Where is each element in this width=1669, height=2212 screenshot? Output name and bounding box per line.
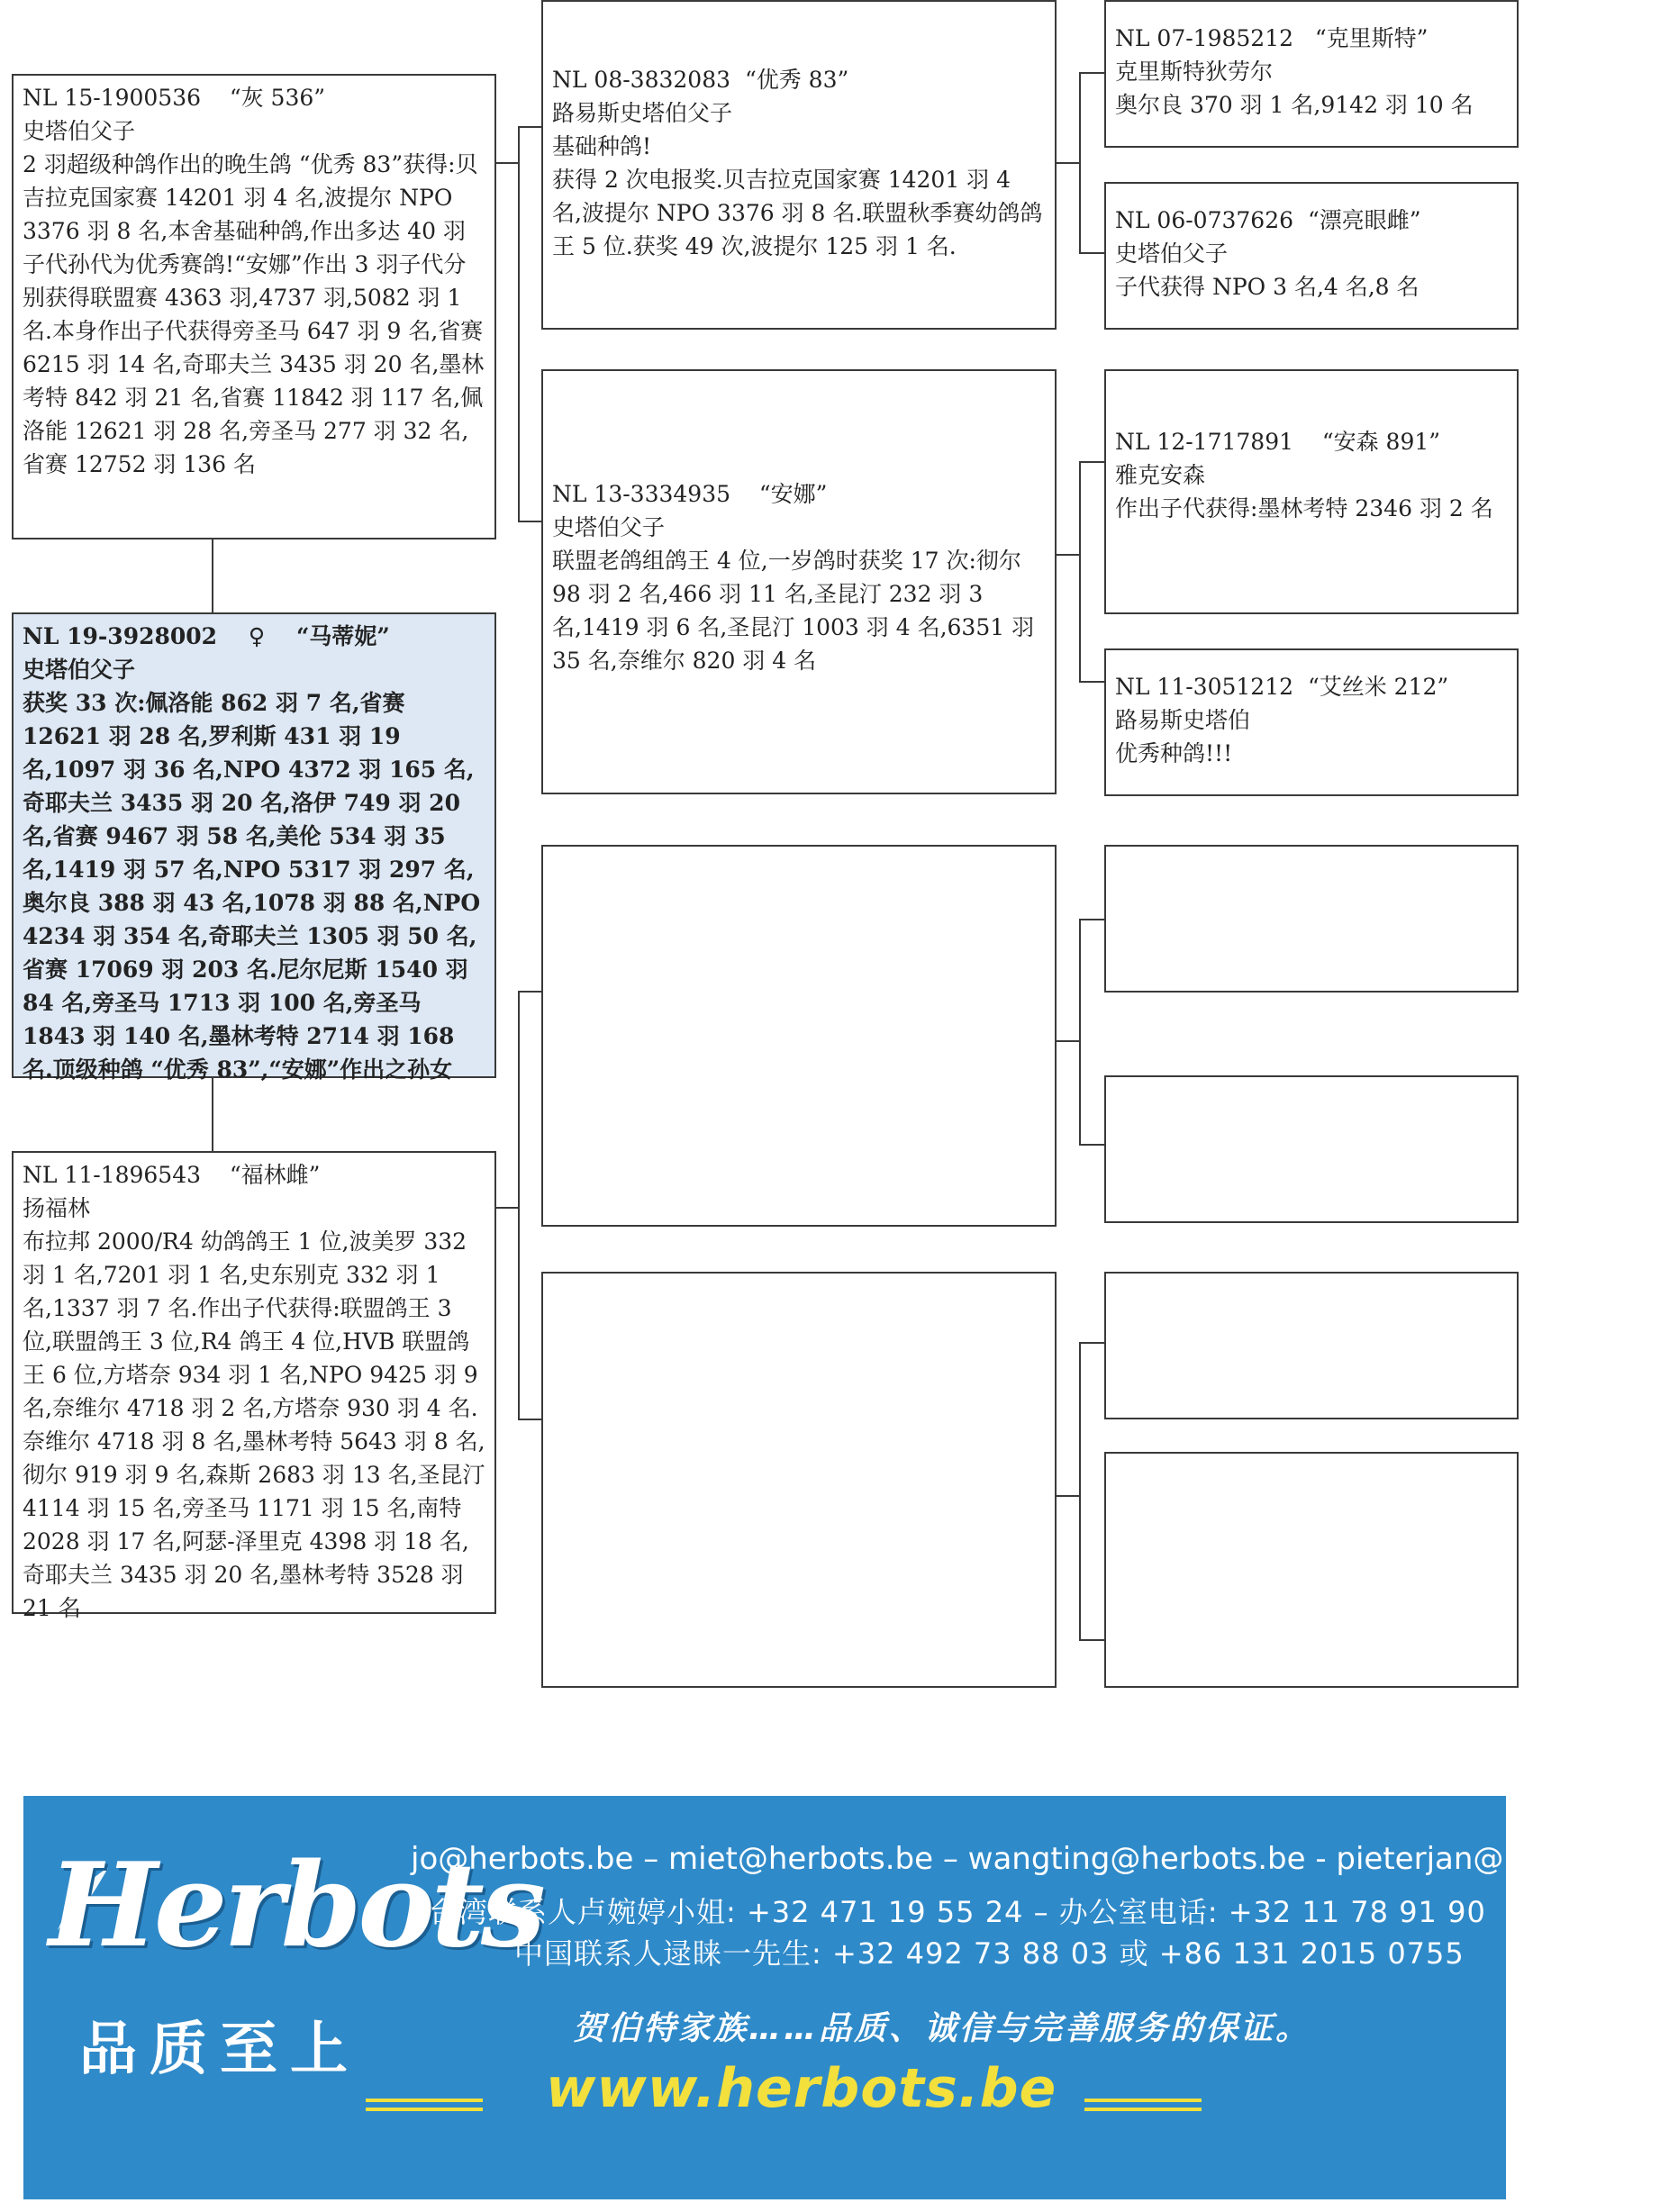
pigeon-name: “灰 536” (229, 85, 326, 111)
connector (1079, 1342, 1104, 1344)
decorative-rule (366, 2108, 483, 2111)
pigeon-name: “漂亮眼雌” (1307, 207, 1421, 233)
contact-emails[interactable]: jo@herbots.be – miet@herbots.be – wangting@herbots.be - pieterjan@herbots.be (411, 1841, 1669, 1877)
description: 获得 2 次电报奖.贝吉拉克国家赛 14201 羽 4 名,波提尔 NPO 3376 羽 8 名.联盟秋季赛幼鸽鸽王 5 位.获奖 49 次,波提尔 125 羽 1 名. (552, 167, 1043, 259)
connector (1079, 72, 1081, 252)
connector (1079, 1342, 1081, 1639)
connector (1079, 681, 1104, 683)
subject-card (12, 612, 496, 1083)
connector (1079, 1144, 1104, 1146)
description: 2 羽超级种鸽作出的晚生鸽 “优秀 83”获得:贝吉拉克国家赛 14201 羽 4 名,波提尔 NPO 3376 羽 8 名,本舍基础种鸽,作出多达 40 羽子代孙代为优秀赛鸽!“安娜”作出 3 羽子代分别获得联盟赛 4363 羽,4737 羽,5082 羽 1 名.本身作出子代获得旁圣马 647 羽 9 名,省赛 6215 羽 14 名,奇耶夫兰 3435 羽 20 名,墨林考特 842 羽 21 名,省赛 11842 羽 117 名,佩洛能 12621 羽 28 名,旁圣马 277 羽 32 名,省赛 12752 羽 136 名 (23, 151, 491, 477)
herbots-logo (49, 1838, 542, 1973)
ring-line (1115, 204, 1508, 237)
connector (1079, 461, 1081, 681)
connector (1056, 1495, 1079, 1497)
description: 获奖 33 次:佩洛能 862 羽 7 名,省赛 12621 羽 28 名,罗利斯 431 羽 19 名,1097 羽 36 名,NPO 4372 羽 165 名,奇耶夫兰 3435 羽 20 名,洛伊 749 羽 20 名,省赛 9467 羽 58 名,美伦 534 羽 35 名,1419 羽 57 名,NPO 5317 羽 297 名,奥尔良 388 羽 43 名,1078 羽 88 名,NPO 4234 羽 354 名,奇耶夫兰 1305 羽 50 名,省赛 17069 羽 203 名.尼尔尼斯 1540 羽 84 名,旁圣马 1713 羽 100 名,旁圣马 1843 羽 140 名,墨林考特 2714 羽 168 名.顶级种鸽 “优秀 83”,“安娜”作出之孙女 (23, 690, 488, 1083)
breeder: 路易斯史塔伯 (1115, 707, 1251, 733)
connector (518, 1419, 541, 1420)
connector (1056, 554, 1079, 556)
connector (1079, 919, 1104, 920)
pigeon-name: “福林雌” (229, 1162, 321, 1188)
sire-dam-sire-card (1104, 369, 1519, 614)
connector (1079, 461, 1104, 463)
ring-number: NL 08-3832083 (552, 67, 731, 93)
dam-sire-dam-card (1104, 1075, 1519, 1223)
ring-line (1115, 22, 1508, 55)
pigeon-name: “安森 891” (1321, 429, 1441, 455)
sire-dam-card (541, 369, 1057, 794)
sire-card (12, 74, 496, 539)
description: 优秀种鸽!!! (1115, 740, 1233, 766)
ring-line (1115, 670, 1508, 703)
ring-number: NL 13-3334935 (552, 481, 731, 507)
website-link[interactable]: www.herbots.be (546, 2057, 1057, 2120)
description: 联盟老鸽组鸽王 4 位,一岁鸽时获奖 17 次:彻尔 98 羽 2 名,466 羽 11 名,圣昆汀 232 羽 3 名,1419 羽 6 名,圣昆汀 1003 羽 4 名,6351 羽 35 名,奈维尔 820 羽 4 名 (552, 548, 1042, 674)
ring-number: NL 19-3928002 (23, 623, 218, 649)
connector (1079, 919, 1081, 1144)
connector (212, 1076, 213, 1151)
decorative-rule (1084, 2099, 1202, 2102)
connector (495, 162, 518, 164)
dam-sire-card (541, 845, 1057, 1227)
ring-number: NL 06-0737626 (1115, 207, 1294, 233)
description: 布拉邦 2000/R4 幼鸽鸽王 1 位,波美罗 332 羽 1 名,7201 羽 1 名,史东别克 332 羽 1 名,1337 羽 7 名.作出子代获得:联盟鸽王 3 位,联盟鸽王 3 位,R4 鸽王 4 位,HVB 联盟鸽王 6 位,方塔奈 934 羽 1 名,NPO 9425 羽 9 名,奈维尔 4718 羽 2 名,方塔奈 930 羽 4 名.奈维尔 4718 羽 8 名,墨林考特 5643 羽 8 名,彻尔 919 羽 9 名,森斯 2683 羽 13 名,圣昆汀 4114 羽 15 名,旁圣马 1171 羽 15 名,南特 2028 羽 17 名,阿瑟-泽里克 4398 羽 18 名,奇耶夫兰 3435 羽 20 名,墨林考特 3528 羽 21 名 (23, 1228, 493, 1621)
breeder: 史塔伯父子 (1115, 240, 1229, 267)
connector (1056, 162, 1079, 164)
motto: 贺伯特家族……品质、诚信与完善服务的保证。 (573, 2010, 1311, 2047)
description: 奥尔良 370 羽 1 名,9142 羽 10 名 (1115, 92, 1474, 118)
connector (518, 126, 520, 521)
dam-dam-card (541, 1272, 1057, 1688)
dam-ring-line (23, 1158, 485, 1192)
connector (518, 126, 541, 128)
ring-number: NL 12-1717891 (1115, 429, 1294, 455)
connector (518, 991, 520, 1419)
pigeon-name: “艾丝米 212” (1307, 674, 1449, 700)
decorative-rule (366, 2099, 483, 2102)
connector (495, 1207, 518, 1209)
breeder: 史塔伯父子 (552, 514, 666, 540)
ring-number: NL 11-1896543 (23, 1162, 202, 1188)
dam-card (12, 1151, 496, 1621)
description: 子代获得 NPO 3 名,4 名,8 名 (1115, 274, 1420, 300)
breeder: 雅克安森 (1115, 462, 1206, 488)
breeder: 扬福林 (23, 1195, 91, 1221)
sire-ring-line (23, 81, 485, 114)
sire-dam-dam-card (1104, 648, 1519, 796)
connector (518, 521, 541, 522)
ring-line (552, 63, 1046, 96)
sire-sire-sire-card (1104, 0, 1519, 148)
connector (1079, 1639, 1104, 1641)
connector (518, 991, 541, 993)
herbots-banner (23, 1796, 1669, 2199)
sire-sire-card (541, 0, 1057, 330)
dam-dam-dam-card (1104, 1452, 1519, 1688)
ring-number: NL 15-1900536 (23, 85, 202, 111)
dam-sire-sire-card (1104, 845, 1519, 993)
ring-number: NL 11-3051212 (1115, 674, 1294, 700)
taiwan-contact: 台湾联系人卢婉婷小姐: +32 471 19 55 24 – 办公室电话: +32 11 78 91 90 (429, 1895, 1486, 1929)
pigeon-name: “马蒂妮” (296, 623, 390, 649)
connector (1079, 252, 1104, 254)
ring-line (552, 477, 1046, 511)
breeder: 克里斯特狄劳尔 (1115, 59, 1274, 85)
connector (1056, 1040, 1079, 1042)
connector (1079, 72, 1104, 74)
slogan: 品质至上 (79, 2016, 360, 2083)
connector (212, 538, 213, 612)
ring-line (1115, 425, 1508, 458)
decorative-rule (1084, 2108, 1202, 2111)
china-contact: 中国联系人逯睐一先生: +32 492 73 88 03 或 +86 131 2015 0755 (514, 1936, 1465, 1971)
description: 作出子代获得:墨林考特 2346 羽 2 名 (1115, 495, 1493, 521)
subject-ring-line (23, 620, 485, 653)
pigeon-name: “安娜” (758, 481, 828, 507)
brand-name: Herbots (49, 1838, 542, 1973)
pigeon-name: “克里斯特” (1314, 25, 1429, 51)
breeder: 史塔伯父子 (23, 118, 136, 144)
pigeon-name: “优秀 83” (744, 67, 849, 93)
ring-number: NL 07-1985212 (1115, 25, 1294, 51)
breeder: 史塔伯父子 (23, 657, 136, 683)
sire-sire-dam-card (1104, 182, 1519, 330)
dam-dam-sire-card (1104, 1272, 1519, 1419)
sex-symbol: ♀ (248, 623, 266, 649)
note: 基础种鸽! (552, 133, 652, 159)
breeder: 路易斯史塔伯父子 (552, 100, 733, 126)
